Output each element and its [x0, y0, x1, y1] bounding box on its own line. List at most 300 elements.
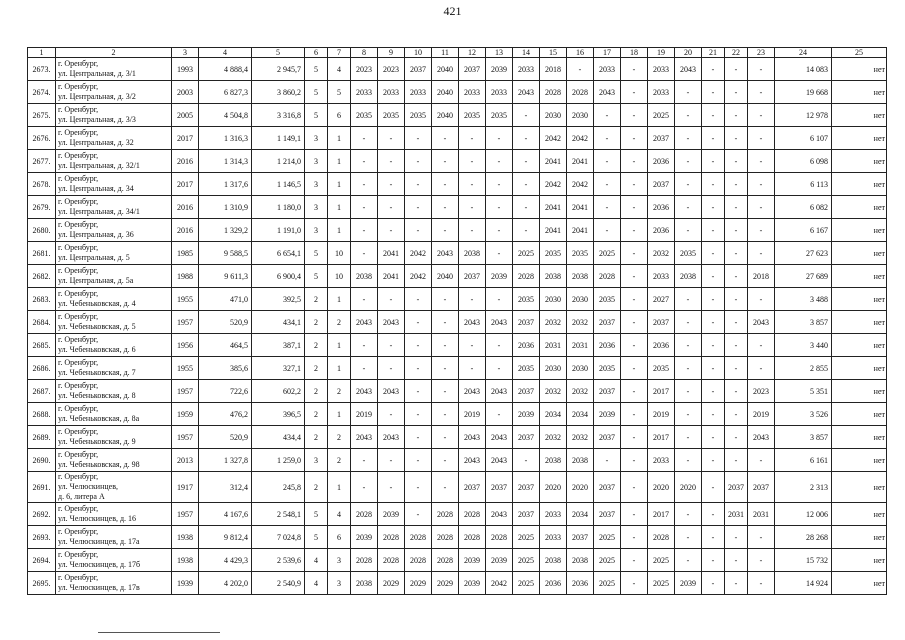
- cell-c19: 2037: [648, 173, 675, 196]
- cell-c3: 1959: [172, 403, 199, 426]
- cell-c5: 327,1: [252, 357, 305, 380]
- cell-c17: 2025: [594, 526, 621, 549]
- cell-c12: -: [459, 127, 486, 150]
- cell-c3: 1957: [172, 426, 199, 449]
- cell-c24: 6 113: [775, 173, 832, 196]
- cell-c14: -: [513, 104, 540, 127]
- cell-c4: 1 317,6: [199, 173, 252, 196]
- address-line: ул. Центральная, д. 5: [58, 253, 130, 262]
- address-line: г. Оренбург,: [58, 573, 99, 582]
- cell-c6: 4: [305, 572, 328, 595]
- cell-c24: 27 689: [775, 265, 832, 288]
- cell-c24: 28 268: [775, 526, 832, 549]
- cell-c9: -: [378, 150, 405, 173]
- cell-c10: -: [405, 357, 432, 380]
- cell-c25: нет: [832, 572, 887, 595]
- column-header: 1: [28, 48, 56, 58]
- cell-c9: -: [378, 127, 405, 150]
- cell-c4: 9 611,3: [199, 265, 252, 288]
- address-cell: [56, 403, 172, 426]
- cell-c19: 2020: [648, 472, 675, 503]
- cell-c5: 434,1: [252, 311, 305, 334]
- cell-c20: -: [675, 311, 702, 334]
- cell-c4: 4 888,4: [199, 58, 252, 81]
- cell-c15: 2033: [540, 526, 567, 549]
- cell-c14: 2039: [513, 403, 540, 426]
- cell-c24: 6 161: [775, 449, 832, 472]
- address-line: г. Оренбург,: [58, 335, 99, 344]
- address-line: г. Оренбург,: [58, 550, 99, 559]
- cell-c6: 3: [305, 196, 328, 219]
- cell-c5: 1 214,0: [252, 150, 305, 173]
- cell-c15: 2038: [540, 449, 567, 472]
- cell-c4: 9 588,5: [199, 242, 252, 265]
- cell-c15: 2018: [540, 58, 567, 81]
- cell-c5: 1 149,1: [252, 127, 305, 150]
- cell-c7: 10: [328, 242, 351, 265]
- cell-c5: 2 539,6: [252, 549, 305, 572]
- address-line: ул. Чебеньковская, д. 6: [58, 345, 136, 354]
- address-line: г. Оренбург,: [58, 174, 99, 183]
- cell-c9: 2035: [378, 104, 405, 127]
- cell-c9: -: [378, 449, 405, 472]
- cell-c3: 1955: [172, 357, 199, 380]
- row-number: 2689.: [28, 426, 56, 449]
- cell-c9: -: [378, 334, 405, 357]
- address-cell: [56, 127, 172, 150]
- cell-c13: -: [486, 334, 513, 357]
- cell-c3: 1939: [172, 572, 199, 595]
- cell-c22: -: [725, 173, 748, 196]
- address-cell: [56, 265, 172, 288]
- cell-c20: 2020: [675, 472, 702, 503]
- cell-c3: 2013: [172, 449, 199, 472]
- column-header: 17: [594, 48, 621, 58]
- cell-c19: 2037: [648, 127, 675, 150]
- cell-c7: 1: [328, 150, 351, 173]
- cell-c21: -: [702, 449, 725, 472]
- cell-c25: нет: [832, 58, 887, 81]
- cell-c4: 4 504,8: [199, 104, 252, 127]
- header-row: [28, 48, 887, 58]
- cell-c24: 6 098: [775, 150, 832, 173]
- cell-c8: -: [351, 127, 378, 150]
- row-number: 2692.: [28, 503, 56, 526]
- cell-c20: -: [675, 127, 702, 150]
- address-line: г. Оренбург,: [58, 427, 99, 436]
- cell-c16: 2041: [567, 196, 594, 219]
- cell-c22: -: [725, 81, 748, 104]
- cell-c11: 2040: [432, 58, 459, 81]
- cell-c20: -: [675, 150, 702, 173]
- cell-c17: 2037: [594, 311, 621, 334]
- address-line: г. Оренбург,: [58, 128, 99, 137]
- cell-c3: 1938: [172, 549, 199, 572]
- table-row: [28, 549, 887, 572]
- cell-c14: 2037: [513, 472, 540, 503]
- cell-c16: 2032: [567, 311, 594, 334]
- row-number: 2675.: [28, 104, 56, 127]
- cell-c13: -: [486, 150, 513, 173]
- cell-c8: 2019: [351, 403, 378, 426]
- cell-c16: -: [567, 58, 594, 81]
- cell-c17: -: [594, 104, 621, 127]
- cell-c14: 2033: [513, 58, 540, 81]
- cell-c13: 2043: [486, 449, 513, 472]
- cell-c3: 2016: [172, 150, 199, 173]
- cell-c5: 1 259,0: [252, 449, 305, 472]
- cell-c18: -: [621, 572, 648, 595]
- cell-c7: 6: [328, 104, 351, 127]
- address-line: г. Оренбург,: [58, 220, 99, 229]
- cell-c14: 2025: [513, 242, 540, 265]
- cell-c24: 3 488: [775, 288, 832, 311]
- row-number: 2686.: [28, 357, 56, 380]
- cell-c16: 2030: [567, 104, 594, 127]
- cell-c20: -: [675, 380, 702, 403]
- cell-c20: -: [675, 526, 702, 549]
- cell-c11: 2043: [432, 242, 459, 265]
- cell-c21: -: [702, 503, 725, 526]
- cell-c16: 2032: [567, 426, 594, 449]
- cell-c6: 3: [305, 150, 328, 173]
- cell-c10: -: [405, 196, 432, 219]
- address-cell: [56, 173, 172, 196]
- cell-c8: -: [351, 449, 378, 472]
- cell-c21: -: [702, 58, 725, 81]
- address-cell: [56, 196, 172, 219]
- cell-c25: нет: [832, 265, 887, 288]
- cell-c23: -: [748, 81, 775, 104]
- cell-c21: -: [702, 472, 725, 503]
- address-line: г. Оренбург,: [58, 59, 99, 68]
- address-line: ул. Центральная, д. 32: [58, 138, 134, 147]
- cell-c9: -: [378, 403, 405, 426]
- cell-c12: -: [459, 334, 486, 357]
- cell-c4: 471,0: [199, 288, 252, 311]
- cell-c9: 2041: [378, 265, 405, 288]
- table-row: [28, 242, 887, 265]
- cell-c3: 1985: [172, 242, 199, 265]
- cell-c11: 2028: [432, 526, 459, 549]
- cell-c20: 2039: [675, 572, 702, 595]
- cell-c11: -: [432, 150, 459, 173]
- cell-c19: 2036: [648, 150, 675, 173]
- cell-c8: -: [351, 472, 378, 503]
- cell-c20: -: [675, 449, 702, 472]
- cell-c19: 2033: [648, 449, 675, 472]
- cell-c25: нет: [832, 503, 887, 526]
- cell-c17: 2028: [594, 265, 621, 288]
- cell-c18: -: [621, 265, 648, 288]
- cell-c10: -: [405, 127, 432, 150]
- address-cell: [56, 81, 172, 104]
- address-line: ул. Чебеньковская, д. 4: [58, 299, 136, 308]
- cell-c18: -: [621, 173, 648, 196]
- address-line: ул. Чебеньковская, д. 5: [58, 322, 136, 331]
- cell-c19: 2036: [648, 196, 675, 219]
- cell-c13: 2033: [486, 81, 513, 104]
- cell-c25: нет: [832, 104, 887, 127]
- cell-c15: 2041: [540, 150, 567, 173]
- address-cell: [56, 572, 172, 595]
- address-cell: [56, 58, 172, 81]
- cell-c3: 1957: [172, 311, 199, 334]
- cell-c8: -: [351, 334, 378, 357]
- address-line: г. Оренбург,: [58, 358, 99, 367]
- cell-c18: -: [621, 549, 648, 572]
- address-line: ул. Центральная, д. 3/3: [58, 115, 136, 124]
- cell-c15: 2042: [540, 173, 567, 196]
- cell-c16: 2038: [567, 265, 594, 288]
- cell-c22: 2037: [725, 472, 748, 503]
- cell-c21: -: [702, 150, 725, 173]
- cell-c14: 2037: [513, 311, 540, 334]
- cell-c6: 3: [305, 449, 328, 472]
- cell-c15: 2030: [540, 288, 567, 311]
- cell-c21: -: [702, 572, 725, 595]
- cell-c22: -: [725, 549, 748, 572]
- cell-c16: 2041: [567, 150, 594, 173]
- cell-c20: 2035: [675, 242, 702, 265]
- cell-c8: 2043: [351, 380, 378, 403]
- cell-c14: 2025: [513, 572, 540, 595]
- cell-c13: 2043: [486, 311, 513, 334]
- cell-c16: 2038: [567, 449, 594, 472]
- row-number: 2694.: [28, 549, 56, 572]
- cell-c22: -: [725, 58, 748, 81]
- cell-c11: -: [432, 311, 459, 334]
- cell-c13: -: [486, 403, 513, 426]
- cell-c15: 2020: [540, 472, 567, 503]
- cell-c19: 2036: [648, 219, 675, 242]
- cell-c12: 2043: [459, 380, 486, 403]
- cell-c12: -: [459, 196, 486, 219]
- cell-c8: 2043: [351, 426, 378, 449]
- cell-c24: 19 668: [775, 81, 832, 104]
- cell-c21: -: [702, 242, 725, 265]
- column-header: 23: [748, 48, 775, 58]
- address-line: ул. Чебеньковская, д. 8: [58, 391, 136, 400]
- cell-c12: -: [459, 357, 486, 380]
- cell-c14: -: [513, 219, 540, 242]
- cell-c12: 2037: [459, 265, 486, 288]
- cell-c5: 2 945,7: [252, 58, 305, 81]
- cell-c13: -: [486, 288, 513, 311]
- cell-c16: 2031: [567, 334, 594, 357]
- cell-c7: 3: [328, 572, 351, 595]
- cell-c22: -: [725, 150, 748, 173]
- cell-c13: -: [486, 173, 513, 196]
- cell-c20: -: [675, 104, 702, 127]
- cell-c11: 2028: [432, 549, 459, 572]
- cell-c20: -: [675, 357, 702, 380]
- cell-c10: 2042: [405, 242, 432, 265]
- cell-c18: -: [621, 288, 648, 311]
- cell-c18: -: [621, 127, 648, 150]
- cell-c9: 2041: [378, 242, 405, 265]
- cell-c4: 4 202,0: [199, 572, 252, 595]
- cell-c22: -: [725, 357, 748, 380]
- cell-c14: 2037: [513, 503, 540, 526]
- row-number: 2695.: [28, 572, 56, 595]
- address-cell: [56, 503, 172, 526]
- cell-c3: 2017: [172, 173, 199, 196]
- cell-c18: -: [621, 242, 648, 265]
- cell-c6: 5: [305, 242, 328, 265]
- cell-c5: 2 540,9: [252, 572, 305, 595]
- cell-c18: -: [621, 219, 648, 242]
- cell-c6: 2: [305, 311, 328, 334]
- cell-c15: 2028: [540, 81, 567, 104]
- cell-c17: -: [594, 173, 621, 196]
- cell-c10: 2028: [405, 549, 432, 572]
- cell-c7: 2: [328, 311, 351, 334]
- cell-c25: нет: [832, 81, 887, 104]
- cell-c20: -: [675, 503, 702, 526]
- address-line: г. Оренбург,: [58, 197, 99, 206]
- cell-c22: -: [725, 380, 748, 403]
- cell-c8: -: [351, 357, 378, 380]
- cell-c7: 4: [328, 503, 351, 526]
- address-line: г. Оренбург,: [58, 450, 99, 459]
- cell-c23: -: [748, 549, 775, 572]
- cell-c19: 2032: [648, 242, 675, 265]
- cell-c22: -: [725, 403, 748, 426]
- page-number: 421: [443, 4, 462, 18]
- cell-c11: -: [432, 449, 459, 472]
- address-line: г. Оренбург,: [58, 105, 99, 114]
- cell-c17: -: [594, 219, 621, 242]
- cell-c10: -: [405, 380, 432, 403]
- cell-c15: 2038: [540, 549, 567, 572]
- cell-c13: 2039: [486, 58, 513, 81]
- cell-c19: 2033: [648, 265, 675, 288]
- cell-c13: -: [486, 242, 513, 265]
- cell-c16: 2042: [567, 127, 594, 150]
- cell-c24: 3 526: [775, 403, 832, 426]
- cell-c5: 1 180,0: [252, 196, 305, 219]
- cell-c13: 2042: [486, 572, 513, 595]
- table-row: [28, 572, 887, 595]
- cell-c9: -: [378, 219, 405, 242]
- cell-c21: -: [702, 173, 725, 196]
- cell-c21: -: [702, 426, 725, 449]
- cell-c16: 2020: [567, 472, 594, 503]
- cell-c18: -: [621, 81, 648, 104]
- cell-c7: 1: [328, 472, 351, 503]
- cell-c5: 1 146,5: [252, 173, 305, 196]
- cell-c17: 2039: [594, 403, 621, 426]
- column-header: 3: [172, 48, 199, 58]
- address-line: ул. Челюскинцев, д. 17а: [58, 537, 140, 546]
- cell-c7: 1: [328, 288, 351, 311]
- cell-c12: 2043: [459, 449, 486, 472]
- cell-c15: 2036: [540, 572, 567, 595]
- cell-c14: 2037: [513, 426, 540, 449]
- cell-c3: 1956: [172, 334, 199, 357]
- cell-c9: -: [378, 173, 405, 196]
- cell-c21: -: [702, 311, 725, 334]
- cell-c11: -: [432, 288, 459, 311]
- cell-c16: 2036: [567, 572, 594, 595]
- cell-c11: 2040: [432, 81, 459, 104]
- column-header: 12: [459, 48, 486, 58]
- row-number: 2673.: [28, 58, 56, 81]
- cell-c24: 5 351: [775, 380, 832, 403]
- cell-c17: 2035: [594, 357, 621, 380]
- cell-c21: -: [702, 357, 725, 380]
- address-line: г. Оренбург,: [58, 404, 99, 413]
- column-header: 6: [305, 48, 328, 58]
- cell-c11: 2040: [432, 265, 459, 288]
- cell-c24: 2 855: [775, 357, 832, 380]
- cell-c3: 1988: [172, 265, 199, 288]
- cell-c4: 4 167,6: [199, 503, 252, 526]
- column-header: 24: [775, 48, 832, 58]
- cell-c8: 2033: [351, 81, 378, 104]
- cell-c19: 2025: [648, 549, 675, 572]
- cell-c22: -: [725, 572, 748, 595]
- cell-c17: 2035: [594, 288, 621, 311]
- cell-c23: 2018: [748, 265, 775, 288]
- address-line: г. Оренбург,: [58, 504, 99, 513]
- cell-c3: 1917: [172, 472, 199, 503]
- cell-c10: -: [405, 449, 432, 472]
- address-line: г. Оренбург,: [58, 289, 99, 298]
- cell-c18: -: [621, 403, 648, 426]
- cell-c7: 2: [328, 426, 351, 449]
- cell-c25: нет: [832, 380, 887, 403]
- cell-c12: -: [459, 219, 486, 242]
- cell-c22: -: [725, 449, 748, 472]
- cell-c19: 2027: [648, 288, 675, 311]
- cell-c14: 2028: [513, 265, 540, 288]
- cell-c16: 2030: [567, 288, 594, 311]
- cell-c21: -: [702, 549, 725, 572]
- cell-c13: -: [486, 127, 513, 150]
- column-header: 15: [540, 48, 567, 58]
- cell-c9: 2043: [378, 426, 405, 449]
- cell-c25: нет: [832, 472, 887, 503]
- cell-c7: 1: [328, 196, 351, 219]
- address-line: г. Оренбург,: [58, 312, 99, 321]
- cell-c12: 2035: [459, 104, 486, 127]
- cell-c18: -: [621, 380, 648, 403]
- cell-c14: 2025: [513, 526, 540, 549]
- cell-c19: 2037: [648, 311, 675, 334]
- column-header: 16: [567, 48, 594, 58]
- cell-c17: 2025: [594, 572, 621, 595]
- cell-c14: 2037: [513, 380, 540, 403]
- cell-c8: 2028: [351, 549, 378, 572]
- address-line: г. Оренбург,: [58, 151, 99, 160]
- cell-c8: -: [351, 150, 378, 173]
- cell-c15: 2032: [540, 380, 567, 403]
- cell-c13: 2035: [486, 104, 513, 127]
- address-line: ул. Центральная, д. 3/2: [58, 92, 136, 101]
- cell-c9: -: [378, 357, 405, 380]
- row-number: 2676.: [28, 127, 56, 150]
- cell-c16: 2030: [567, 357, 594, 380]
- cell-c6: 5: [305, 81, 328, 104]
- cell-c23: -: [748, 58, 775, 81]
- table-row: [28, 426, 887, 449]
- cell-c20: -: [675, 219, 702, 242]
- column-header: 14: [513, 48, 540, 58]
- cell-c22: -: [725, 127, 748, 150]
- cell-c22: -: [725, 104, 748, 127]
